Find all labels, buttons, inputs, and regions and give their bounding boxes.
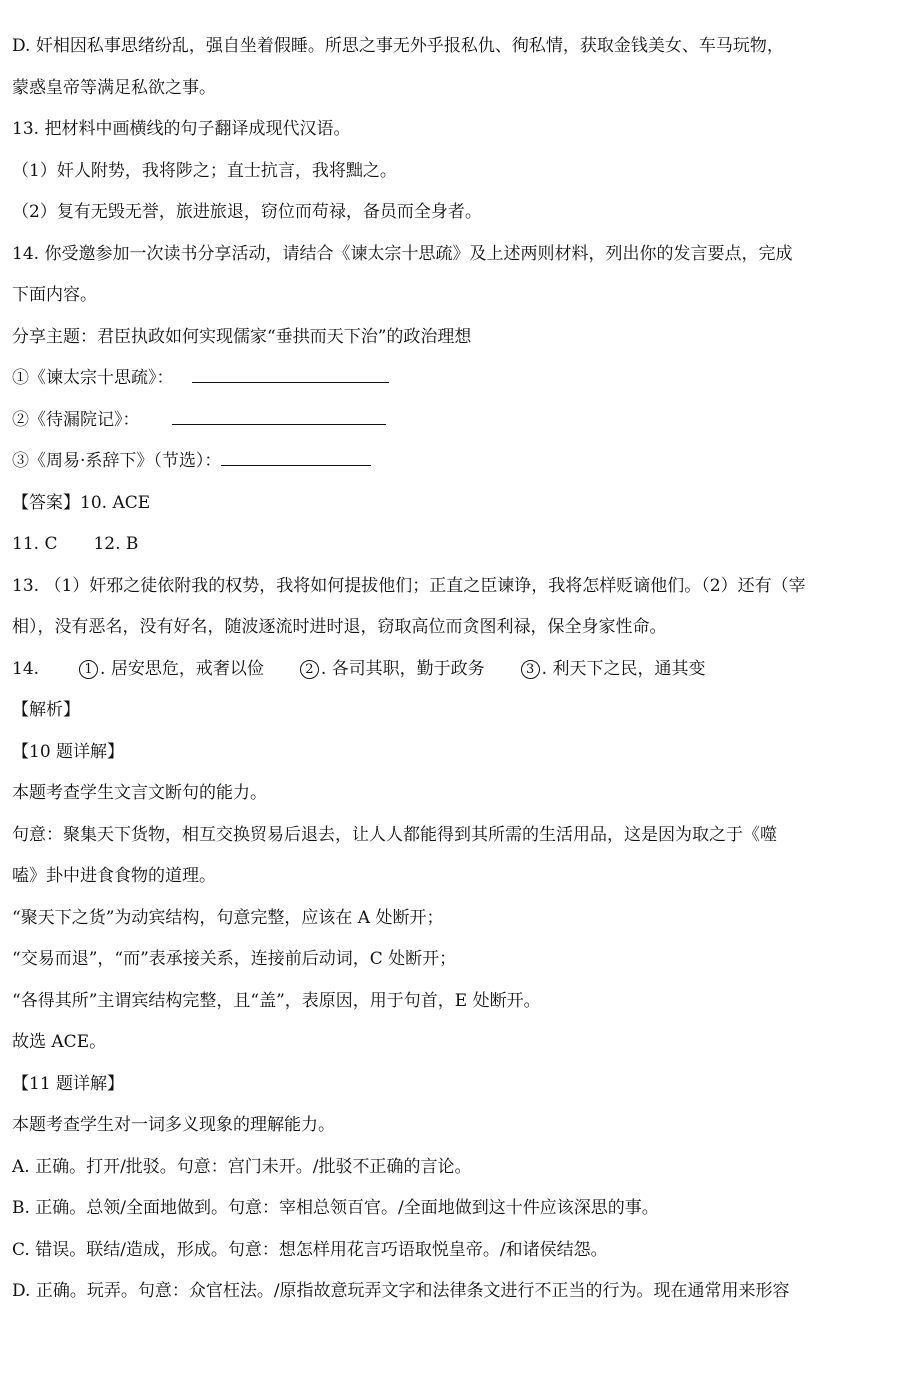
answer-11: 11. C xyxy=(12,534,58,554)
option-a: A. 正确。打开/批驳。句意：宫门未开。/批驳不正确的言论。 xyxy=(12,1156,472,1177)
text-line: 本题考查学生文言文断句的能力。 xyxy=(12,783,267,803)
question-13-item-1: （1）奸人附势，我将陟之；直士抗言，我将黜之。 xyxy=(12,160,397,181)
fill-blank-2 xyxy=(12,410,882,430)
text-line: 相），没有恶名，没有好名，随波逐流时进时退，窃取高位而贪图利禄，保全身家性命。 xyxy=(12,617,667,637)
fill-blank-3 xyxy=(12,451,882,471)
text-line: 句意：聚集天下货物，相互交换贸易后退去，让人人都能得到其所需的生活用品，这是因为取之于《噬 xyxy=(12,824,777,845)
text-line: 蒙惑皇帝等满足私欲之事。 xyxy=(12,77,216,98)
share-topic: 分享主题：君臣执政如何实现儒家“垂拱而天下治”的政治理想 xyxy=(12,326,472,347)
answer-14-point-1: . 居安思危，戒奢以俭 xyxy=(100,658,264,679)
section-heading-10: 【10 题详解】 xyxy=(12,741,125,762)
text-line: “交易而退”，“而”表承接关系，连接前后动词，C 处断开； xyxy=(12,949,457,969)
answer-13: 13. （1）奸邪之徒依附我的权势，我将如何提拔他们；正直之臣谏诤，我将怎样贬谪他们。（2）还有（宰 xyxy=(12,575,806,596)
analysis-heading: 【解析】 xyxy=(12,700,80,720)
circled-number: 1 xyxy=(79,660,98,679)
question-14: 14. 你受邀参加一次读书分享活动，请结合《谏太宗十思疏》及上述两则材料，列出你的发言要点，完成 xyxy=(12,243,793,264)
section-heading-11: 【11 题详解】 xyxy=(12,1073,125,1094)
answer-blank xyxy=(172,410,386,425)
text-line: D. 奸相因私事思绪纷乱，强自坐着假睡。所思之事无外乎报私仇、徇私情，获取金钱美女、车马玩物， xyxy=(12,36,784,56)
circled-number: 3 xyxy=(521,660,540,679)
text-line: “各得其所”主谓宾结构完整，且“盖”，表原因，用于句首，E 处断开。 xyxy=(12,990,541,1011)
option-c: C. 错误。联结/造成，形成。句意：想怎样用花言巧语取悦皇帝。/和诸侯结怨。 xyxy=(12,1239,608,1260)
text-line: 本题考查学生对一词多义现象的理解能力。 xyxy=(12,1115,335,1135)
answer-blank xyxy=(192,368,389,383)
fill-blank-label: ③《周易·系辞下》（节选）： xyxy=(12,451,222,471)
option-d: D. 正确。玩弄。句意：众官枉法。/原指故意玩弄文字和法律条文进行不正当的行为。现在通常用来形容 xyxy=(12,1281,790,1301)
circled-number: 2 xyxy=(300,660,319,679)
text-line: 嗑》卦中进食食物的道理。 xyxy=(12,866,216,886)
answer-blank xyxy=(221,451,371,466)
text-line: 故选 ACE。 xyxy=(12,1032,107,1052)
answer-12: 12. B xyxy=(93,534,139,554)
option-b: B. 正确。总领/全面地做到。句意：宰相总领百官。/全面地做到这十件应该深思的事。 xyxy=(12,1198,659,1218)
fill-blank-label: ①《谏太宗十思疏》： xyxy=(12,368,174,388)
answer-14 xyxy=(12,659,882,679)
answer-14-point-2: . 各司其职，勤于政务 xyxy=(320,658,485,679)
fill-blank-1 xyxy=(12,368,882,388)
question-13-item-2: （2）复有无毁无誉，旅进旅退，窃位而苟禄，备员而全身者。 xyxy=(12,202,482,222)
answer-10: 【答案】10. ACE xyxy=(12,492,151,513)
fill-blank-label: ②《待漏院记》： xyxy=(12,409,140,430)
answer-11-12 xyxy=(12,534,882,554)
text-line: 下面内容。 xyxy=(12,285,97,305)
question-13: 13. 把材料中画横线的句子翻译成现代汉语。 xyxy=(12,119,351,139)
answer-14-point-3: . 利天下之民，通其变 xyxy=(541,658,706,679)
answer-14-number: 14. xyxy=(12,658,40,679)
document-page xyxy=(12,36,882,1323)
text-line: “聚天下之货”为动宾结构，句意完整，应该在 A 处断开； xyxy=(12,907,444,928)
